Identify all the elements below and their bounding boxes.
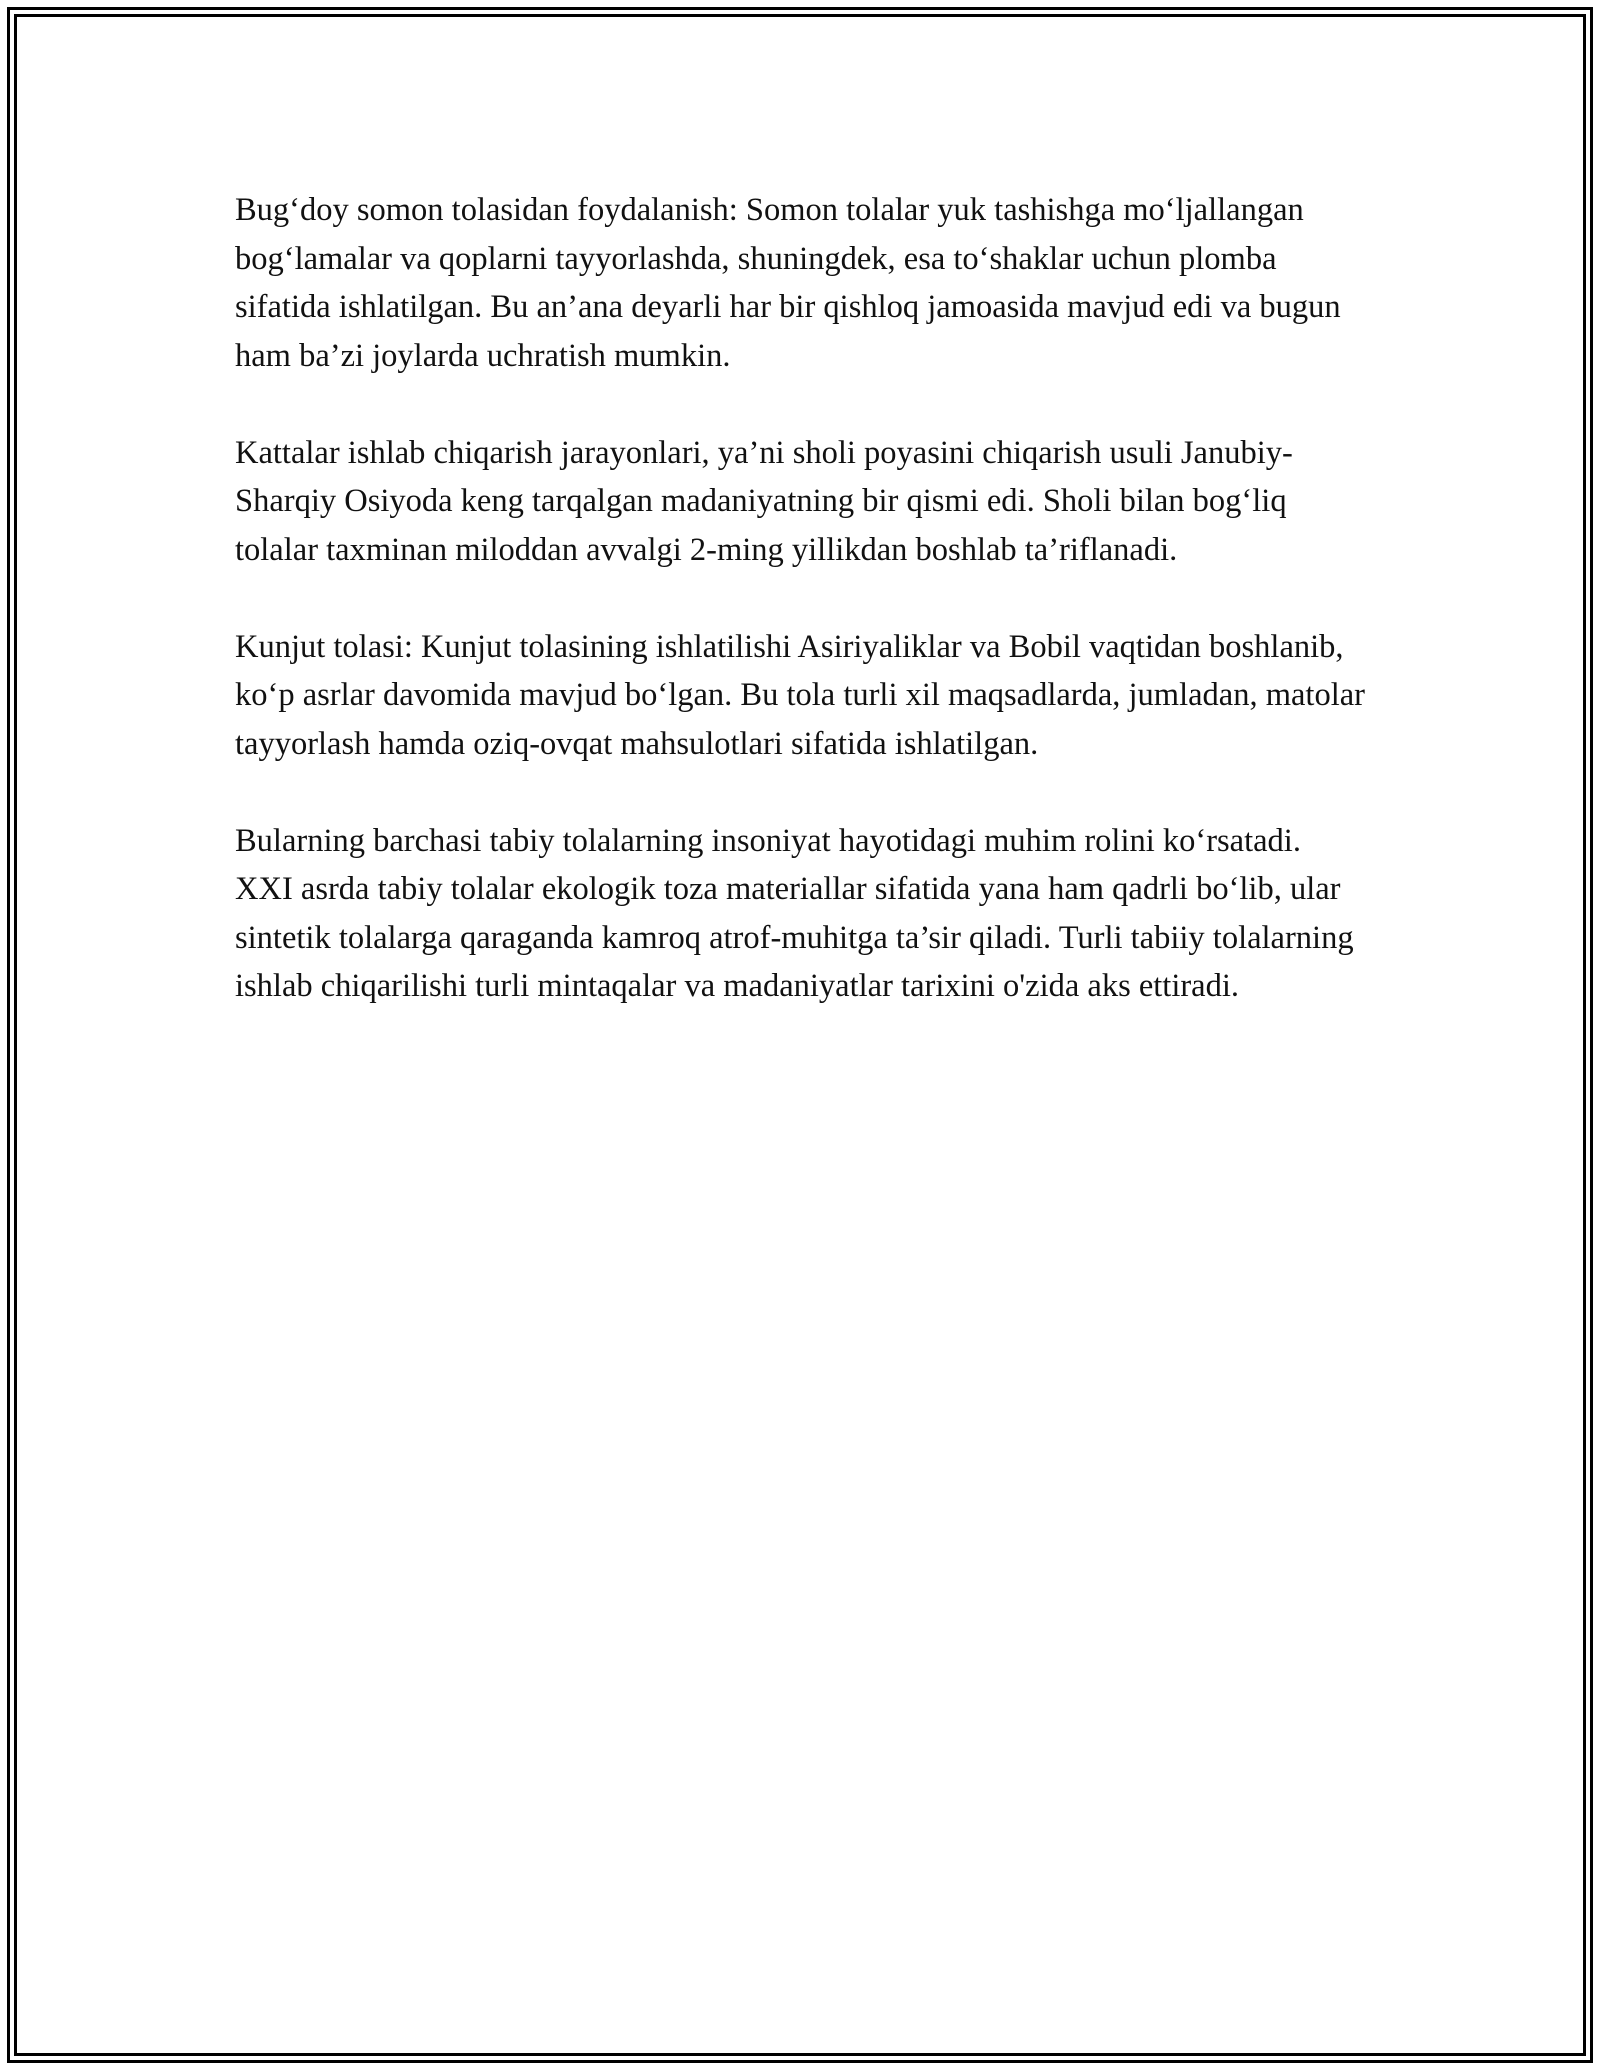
paragraph-conclusion: Bularning barchasi tabiy tolalarning insoniyat hayotidagi muhim rolini ko‘rsatadi. XXI asrda tabiy tolalar ekologik toza materiallar sifatida yana ham qadrli bo‘lib, ular sintetik tolalarga qaraganda kamroq atrof-muhitga ta’sir qiladi. Turli tabiiy tolalarning ishlab chiqarilishi turli mintaqalar va madaniyatlar tarixini o'zida aks ettiradi. xyxy=(235,822,1354,1004)
document-body xyxy=(235,186,1365,1059)
paragraph-rice-stalk-production: Kattalar ishlab chiqarish jarayonlari, ya’ni sholi poyasini chiqarish usuli Janubiy-Sharqiy Osiyoda keng tarqalgan madaniyatning bir qismi edi. Sholi bilan bog‘liq tolalar taxminan miloddan avvalgi 2-ming yillikdan boshlab ta’riflanadi. xyxy=(235,434,1293,568)
paragraph-wheat-straw-fiber: Bug‘doy somon tolasidan foydalanish: Somon tolalar yuk tashishga mo‘ljallangan bog‘lamalar va qoplarni tayyorlashda, shuningdek, esa to‘shaklar uchun plomba sifatida ishlatilgan. Bu an’ana deyarli har bir qishloq jamoasida mavjud edi va bugun ham ba’zi joylarda uchratish mumkin. xyxy=(235,192,1341,374)
paragraph-sesame-fiber: Kunjut tolasi: Kunjut tolasining ishlatilishi Asiriyaliklar va Bobil vaqtidan boshlanib, ko‘p asrlar davomida mavjud bo‘lgan. Bu tola turli xil maqsadlarda, jumladan, matolar tayyorlash hamda oziq-ovqat mahsulotlari sifatida ishlatilgan. xyxy=(235,628,1365,762)
